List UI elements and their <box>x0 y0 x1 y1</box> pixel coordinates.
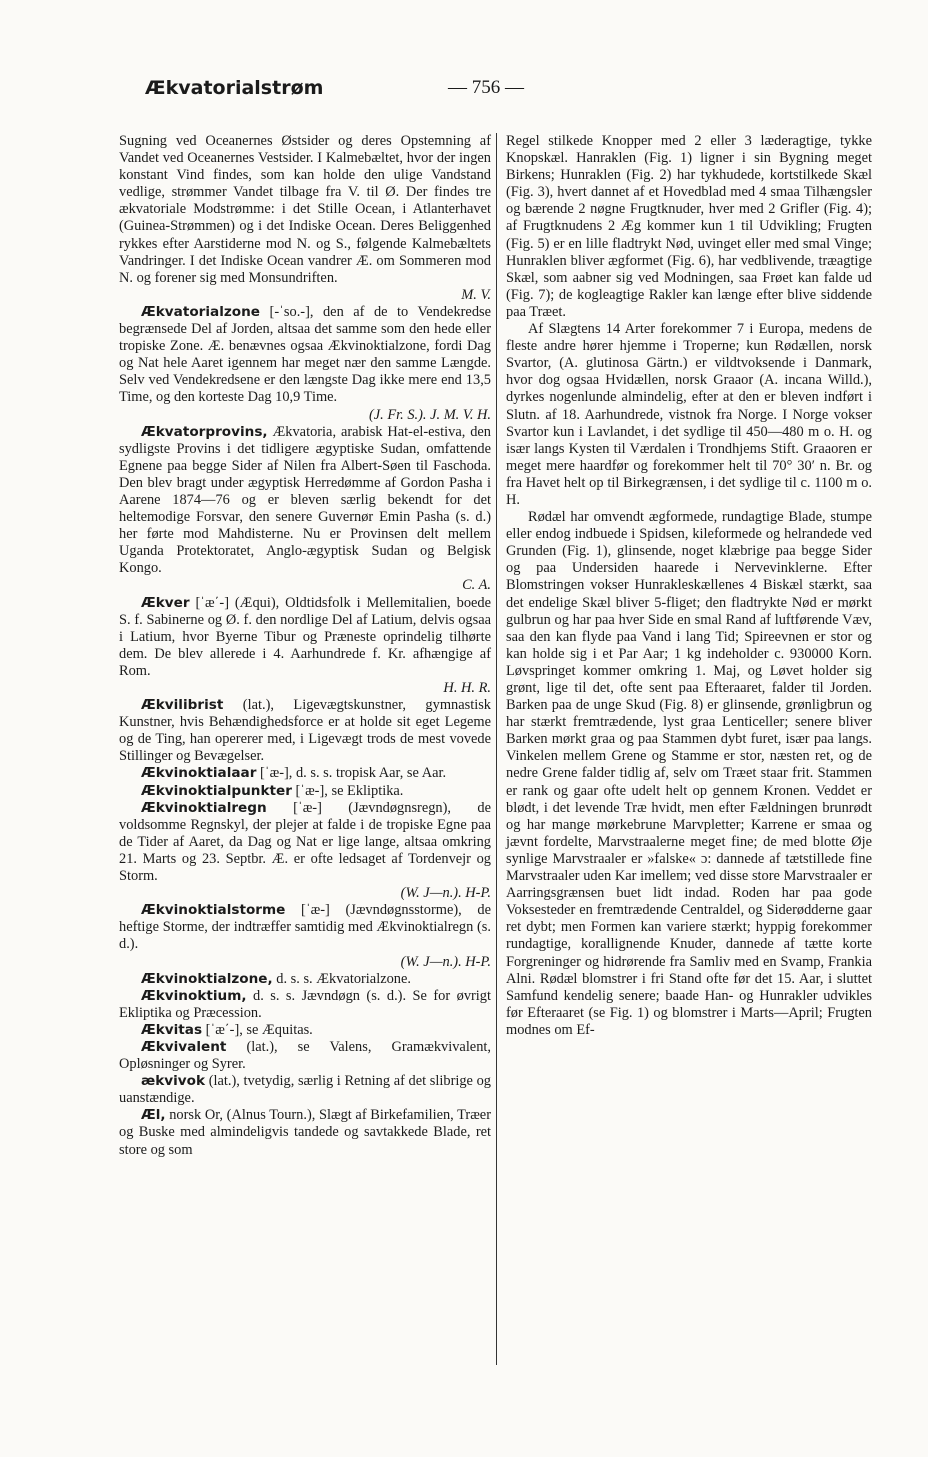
entry-text: [ˈæ-] (Jævndøgnsstorme), de heftige Storme, der indtræffer samtidig med Ækvinoktialregn (s. d.). <box>119 902 491 953</box>
entry-text: (lat.), tvetydig, særlig i Retning af det slibrige og uanstændige. <box>119 1073 491 1107</box>
paragraph: Af Slægtens 14 Arter forekommer 7 i Europa, medens de fleste andre hører hjemme i Troperne; kun Rødællen, norsk Svartor, (A. glutinosa Gärtn.) er vildtvoksende i Danmark, hvor dog ogsaa Hvidællen, norsk Graaor (A. incana Willd.), dyrkes nogenlunde almindelig, efter at den er bleven indført i Slutn. af 18. Aarhundrede, vistnok fra Norge. I Norge vokser Svartor kun i Lavlandet, i det sydlige til 450—480 m o. H. og især langs Kysten til Værdalen i Trondhjems Stift. Graaoren er meget mere haardfør og forekommer helt til 70° 30′ n. Br. og fra Havet helt op til Birkegrænsen, i det sydlige til c. 1100 m o. H. <box>506 321 872 508</box>
entry-headword: Ækvinoktialpunkter <box>141 782 292 799</box>
entry-text: [ˈæ-], d. s. s. tropisk Aar, se Aar. <box>256 765 447 782</box>
page-header <box>145 77 845 107</box>
entry-aekvatorialzone <box>119 304 491 424</box>
entry-text: d. s. s. Ækvatorialzone. <box>272 970 411 987</box>
entry-headword: Ækvatorprovins, <box>141 423 268 440</box>
entry-aekvitas <box>119 1022 491 1039</box>
entry-aekvinoktium <box>119 988 491 1022</box>
entry-aekvilibrist <box>119 697 491 765</box>
entry-author: (W. J—n.). H-P. <box>400 953 491 970</box>
entry-author: (J. Fr. S.). J. M. V. H. <box>368 406 491 423</box>
entry-aekvinoktialzone <box>119 971 491 988</box>
entry-headword: Ækvatorialzone <box>141 303 261 320</box>
entry-text: [-ˈso.-], den af de to Vendekredse begrænsede Del af Jorden, altsaa det samme som den hede eller tropiske Zone. Æ. benævnes ogsaa Ækvinoktialzone, fordi Dag og Nat hele Aaret igennem har meget nær den samme Længde. Selv ved Vendekredsene er den længste Dag ikke mere end 13,5 Time, og den korteste Dag 10,9 Time. <box>119 303 491 406</box>
entry-text: norsk Or, (Alnus Tourn.), Slægt af Birkefamilien, Træer og Buske med almindeligvis tandede og savtakkede Blade, ret store og som <box>119 1107 491 1158</box>
entry-aekvinoktialaar <box>119 765 491 782</box>
left-column <box>119 133 491 1159</box>
paragraph: Regel stilkede Knopper med 2 eller 3 læderagtige, tykke Knopskæl. Hanraklen (Fig. 1) ligner i sin Bygning meget Birkens; Hunraklen (Fig. 2) har tykhudede, kortstilkede Skæl (Fig. 3), hvert dannet af et Hovedblad med 4 smaa Tilhængsler og bærende 2 nøgne Frugtknuder, hver med 2 Grifler (Fig. 4); af Frugtknudens 2 Æg kommer kun 1 til Udvikling; Frugten (Fig. 5) er en lille fladtrykt Nød, uvinget eller med smal Vinge; Hunraklen bliver ægformet (Fig. 6), har vedblivende, træagtige Skæl, som aabner sig ved Modningen, saa Frøet kan falde ud (Fig. 7); de kogleagtige Rakler kan længe efter blive siddende paa Træet. <box>506 133 872 320</box>
entry-aekver <box>119 595 491 698</box>
entry-text: d. s. s. Jævndøgn (s. d.). Se for øvrigt Ekliptika og Præcession. <box>119 987 491 1021</box>
entry-aekvivok <box>119 1073 491 1107</box>
paragraph: Rødæl har omvendt ægformede, rundagtige Blade, stumpe eller endog indbuede i Spidsen, kileformede og helrandede ved Grunden (Fig. 1), glinsende, noget klæbrige paa begge Sider og paa Undersiden haarede i Nervevinklerne. Efter Blomstringen vokser Hunrakleskællenes 4 Biskæl stærkt, saa det endelige Skæl bliver 5-fliget; den fladtrykte Nød er mørkt gulbrun og har paa hver Side en smal Rand af luftførende Væv, saa den kan flyde paa Vand i lang Tid; Spireevnen er stor og kan holde sig i et Par Aar; 1 kg indeholder c. 930000 Korn. Løvspringet kommer omkring 1. Maj, og Løvet holder sig grønt, lige til det, ofte sent paa Efteraaret, falder til Jorden. Barken paa de unge Skud (Fig. 8) er glinsende, grønligbrun og har stærkt fremtrædende, lyst graa Lenticeller; senere bliver Barken mørkt graa og paa Stammen dybt furet, især paa langs. Vinkelen mellem Grene og Stamme er stor, næsten ret, og de nedre Grene falder tidlig af, selv om Træet staar frit. Stammen er rank og gaar ofte udelt helt op gennem Kronen. Veddet er blødt, i det levende Træ hvidt, men efter Fældningen brunrødt og har mange mørkebrune Marvpletter; Karrene er smaa og jævnt fordelte, Marvstraalerne meget fine; de med blotte Øje synlige Marvstraaler er »falske« ɔ: dannede af tætstillede fine Marvstraaler uden Kar imellem; ved disse store Marvstraaler er Aarringsgrænsen buet lidt indad. Roden har paa gode Voksesteder en fremtrædende Centraldel, og Siderødderne gaar ret dybt; men Formen kan variere stærkt; hyppig forekommer rundagtige, korallignende Knuder, dannede af tætte korte Forgreninger og hidrørende fra Samliv med en Svamp, Frankia Alni. Rødæl blomstrer i fri Stand ofte før det 15. Aar, i sluttet Samfund kendelig senere; baade Han- og Hunrakler udvikles før Efteraaret (se Fig. 1) og blomstrer i Marts—April; Frugten modnes om Ef- <box>506 509 872 1038</box>
entry-author: C. A. <box>462 577 491 594</box>
entry-text: (lat.), Ligevægtskunstner, gymnastisk Kunstner, hvis Behændighedsforce er at holde sit eget Legeme og de Ting, han opererer med, i Ligevægt trods de mest vovede Stillinger og Bevægelser. <box>119 697 491 765</box>
entry-aekvatorialstrom-continued <box>119 133 491 304</box>
entry-author: M. V. <box>461 286 491 303</box>
entry-text: Sugning ved Oceanernes Østsider og deres Opstemning af Vandet ved Oceanernes Vestsider. I Kalmebæltet, hvor der ingen konstant Vind findes, som kan holde den ulige Vandstand vedlige, strømmer Vandet tilbage fra V. til Ø. Der findes tre ækvatoriale Modstrømme: i det Stille Ocean, i Atlanterhavet (Guinea-Strømmen) og i det Indiske Ocean. Deres Beliggenhed rykkes efter Aarstiderne mod N. og S., følgende Kalmebæltets Vandringer. I det Indiske Ocean vandrer Æ. om Sommeren mod N. og forener sig med Monsundriften. <box>119 133 491 286</box>
entry-aekvinoktialregn <box>119 800 491 903</box>
entry-headword: ækvivok <box>141 1073 206 1090</box>
running-title: Ækvatorialstrøm <box>145 77 324 99</box>
entry-text: [ˈæ΄-] (Æqui), Oldtidsfolk i Mellemitalien, boede S. f. Sabinerne og Ø. f. den nordlige Del af Latium, delvis ogsaa i Latium, hvor Byerne Tibur og Præneste oprindelig tilhørte dem. De blev allerede i 4. Aarhundrede f. Kr. afhængige af Rom. <box>119 594 491 679</box>
entry-headword: Ækvilibrist <box>141 697 224 714</box>
entry-headword: Ækvinoktialzone, <box>141 970 273 987</box>
entry-aekvinoktialpunkter <box>119 783 491 800</box>
entry-headword: Ækvinoktialaar <box>141 765 257 782</box>
entry-author: (W. J—n.). H-P. <box>400 885 491 902</box>
entry-aekvivalent <box>119 1039 491 1073</box>
entry-headword: Ækvinoktium, <box>141 987 247 1004</box>
entry-headword: Ækver <box>141 594 190 611</box>
entry-text: Ækvatoria, arabisk Hat-el-estiva, den sydligste Provins i det tidligere ægyptiske Sudan, omfattende Egnene paa begge Sider af Nilen fra Albert-Søen til Faschoda. Den blev bragt under ægyptisk Herredømme af Gordon Pasha i Aarene 1874—76 og er bleven særlig bekendt for det heltemodige Forsvar, den senere Guvernør Emin Pasha (s. d.) her førte mod Mahdisterne. Nu er Provinsen delt mellem Uganda Protektoratet, Anglo-ægyptisk Sudan og Belgisk Kongo. <box>119 423 491 577</box>
entry-author: H. H. R. <box>443 680 491 696</box>
entry-headword: Ækvinoktialstorme <box>141 902 286 919</box>
entry-aekvatorprovins <box>119 424 491 595</box>
right-column <box>506 133 872 1039</box>
entry-headword: Ækvivalent <box>141 1038 227 1055</box>
entry-text: [ˈæ΄-], se Æquitas. <box>202 1021 313 1038</box>
entry-aekvinoktialstorme <box>119 902 491 970</box>
entry-headword: Ækvinoktialregn <box>141 799 267 816</box>
entry-text: [ˈæ-] (Jævndøgnsregn), de voldsomme Regnskyl, der plejer at falde i de tropiske Egne paa de Tider af Aaret, da Dag og Nat er lige lange, altsaa omkring 21. Marts og 23. Septbr. Æ. er ofte ledsaget af Tordenvejr og Storm. <box>119 799 491 885</box>
page-number: — 756 — <box>448 77 524 98</box>
column-divider <box>496 133 497 1365</box>
entry-ael <box>119 1107 491 1158</box>
entry-text: [ˈæ-], se Ekliptika. <box>291 782 404 799</box>
entry-headword: Ækvitas <box>141 1021 203 1038</box>
entry-text: (lat.), se Valens, Gramækvivalent, Opløsninger og Syrer. <box>119 1038 491 1073</box>
entry-headword: Æl, <box>141 1107 166 1124</box>
